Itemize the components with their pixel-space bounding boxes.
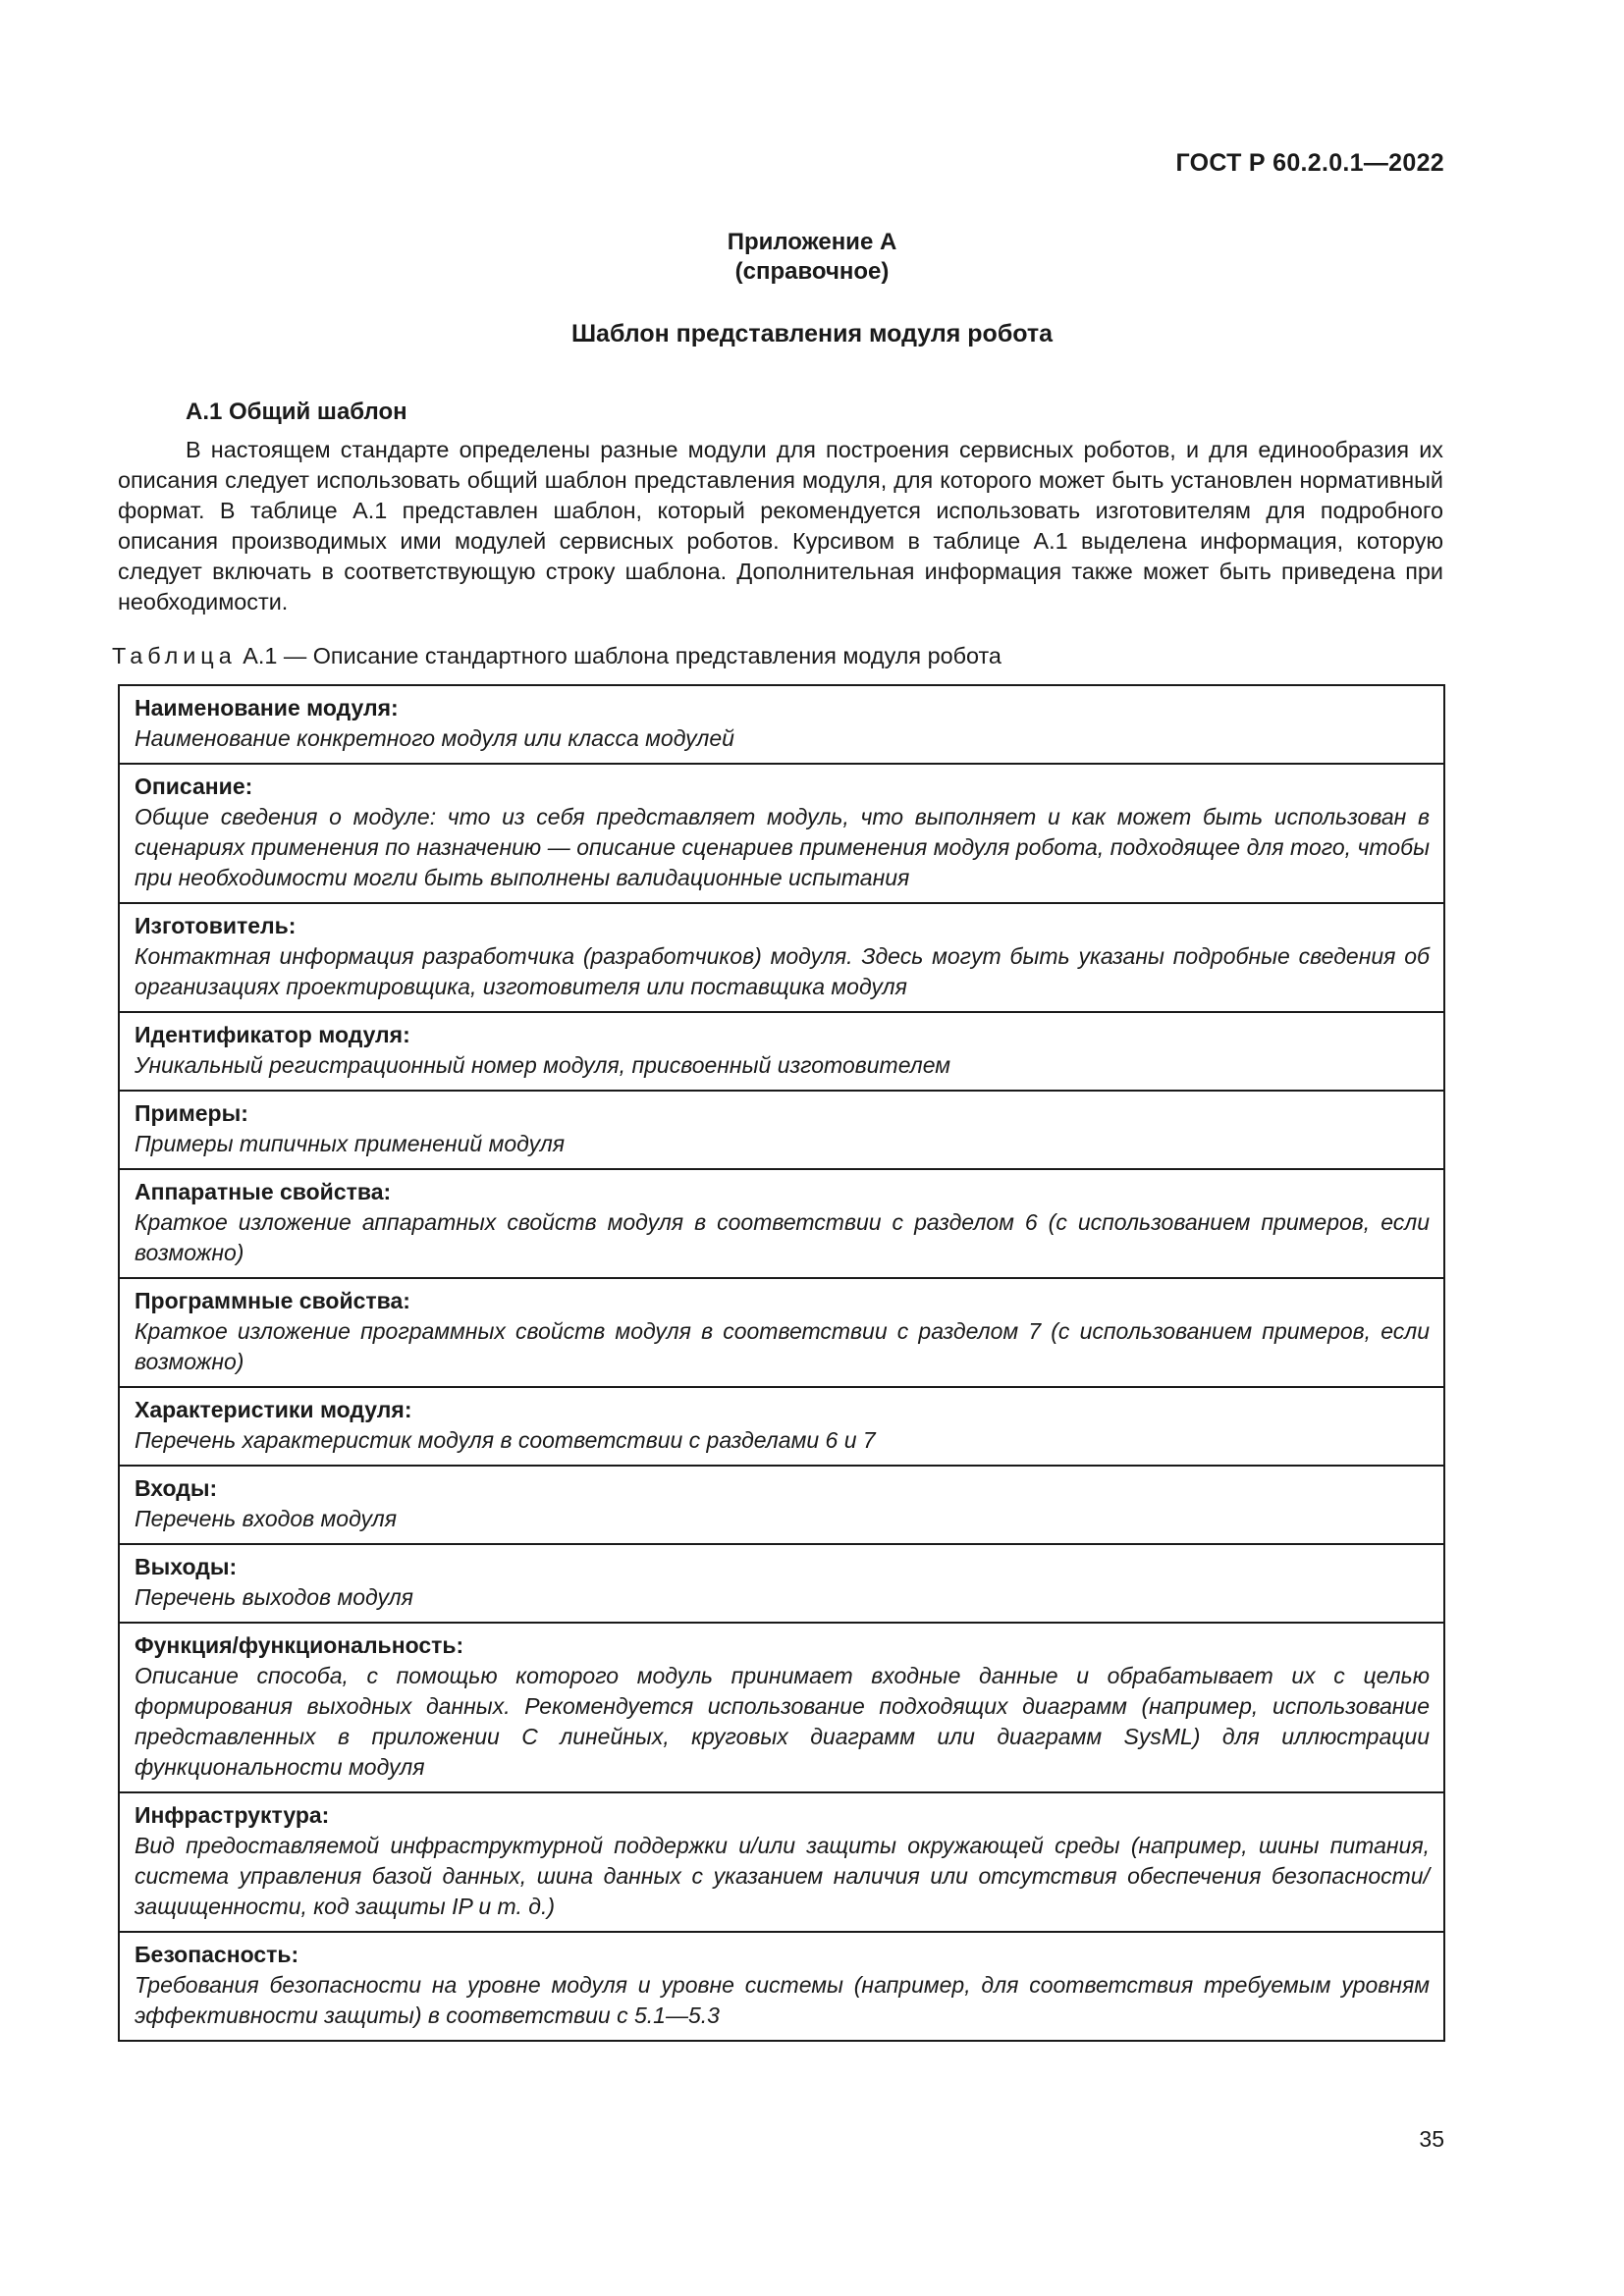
table-row [119, 1932, 1444, 2041]
field-description: Контактная информация разработчика (разработчиков) модуля. Здесь могут быть указаны подробные сведения об организациях проектировщика, изготовителя или поставщика модуля [135, 943, 1430, 999]
field-description: Уникальный регистрационный номер модуля, присвоенный изготовителем [135, 1052, 950, 1078]
table-cell [119, 1091, 1444, 1169]
table-row [119, 1387, 1444, 1466]
field-label: Изготовитель: [135, 913, 297, 938]
section-heading: А.1 Общий шаблон [186, 399, 407, 425]
field-description: Требования безопасности на уровне модуля и уровне системы (например, для соответствия требуемым уровням эффективности защиты) в соответствии с 5.1—5.3 [135, 1972, 1430, 2028]
table-body [119, 685, 1444, 2041]
table-row [119, 764, 1444, 903]
field-label: Программные свойства: [135, 1288, 410, 1313]
field-description: Перечень входов модуля [135, 1506, 398, 1531]
table-cell [119, 1932, 1444, 2041]
module-template-table [118, 684, 1445, 2042]
field-description: Перечень выходов модуля [135, 1584, 413, 1610]
table-cell [119, 1792, 1444, 1932]
field-label: Характеристики модуля: [135, 1397, 412, 1422]
table-row [119, 1623, 1444, 1792]
field-description: Описание способа, с помощью которого модуль принимает входные данные и обрабатывает их с целью формирования выходных данных. Рекомендуется использование подходящих диаграмм (например, использование представленных в приложении С линейных, круговых диаграмм или диаграмм SysML) для иллюстрации функциональности модуля [135, 1663, 1430, 1780]
table-cell [119, 764, 1444, 903]
field-description: Наименование конкретного модуля или класса модулей [135, 725, 734, 751]
page-heading: Шаблон представления модуля робота [570, 320, 1054, 347]
table-caption-prefix: Таблица [112, 643, 237, 668]
table-cell [119, 1466, 1444, 1544]
field-description: Перечень характеристик модуля в соответствии с разделами 6 и 7 [135, 1427, 876, 1453]
table-cell [119, 1278, 1444, 1387]
field-label: Наименование модуля: [135, 695, 399, 721]
table-row [119, 1091, 1444, 1169]
field-description: Краткое изложение программных свойств модуля в соответствии с разделом 7 (с использованием примеров, если возможно) [135, 1318, 1430, 1374]
table-cell [119, 903, 1444, 1012]
field-label: Входы: [135, 1475, 218, 1501]
field-label: Аппаратные свойства: [135, 1179, 392, 1204]
table-cell [119, 1544, 1444, 1623]
table-row [119, 1792, 1444, 1932]
field-label: Безопасность: [135, 1942, 299, 1967]
field-label: Описание: [135, 774, 253, 799]
table-cell [119, 1623, 1444, 1792]
field-label: Идентификатор модуля: [135, 1022, 410, 1047]
table-row [119, 1169, 1444, 1278]
annex-status: (справочное) [734, 258, 890, 285]
document-code: ГОСТ Р 60.2.0.1—2022 [1175, 149, 1444, 177]
table-cell [119, 685, 1444, 764]
table-row [119, 1012, 1444, 1091]
table-row [119, 903, 1444, 1012]
field-description: Краткое изложение аппаратных свойств модуля в соответствии с разделом 6 (с использованием примеров, если возможно) [135, 1209, 1430, 1265]
table-row [119, 1466, 1444, 1544]
table-caption-text: А.1 — Описание стандартного шаблона представления модуля робота [243, 643, 1001, 668]
intro-paragraph: В настоящем стандарте определены разные модули для построения сервисных роботов, и для единообразия их описания следует использовать общий шаблон представления модуля, для которого может быть установлен нормативный формат. В таблице А.1 представлен шаблон, который рекомендуется использовать изготовителям для подробного описания производимых ими модулей сервисных роботов. Курсивом в таблице А.1 выделена информация, которую следует включать в соответствующую строку шаблона. Дополнительная информация также может быть приведена при необходимости. [118, 437, 1443, 614]
table-row [119, 685, 1444, 764]
table-caption [112, 643, 1001, 669]
table-row [119, 1278, 1444, 1387]
field-label: Функция/функциональность: [135, 1632, 464, 1658]
table-cell [119, 1387, 1444, 1466]
table-cell [119, 1012, 1444, 1091]
field-label: Выходы: [135, 1554, 238, 1579]
field-description: Общие сведения о модуле: что из себя представляет модуль, что выполняет и как может быть использован в сценариях применения по назначению — описание сценариев применения модуля робота, подходящее для того, чтобы при необходимости могли быть выполнены валидационные испытания [135, 804, 1430, 890]
annex-title-block [0, 228, 1624, 287]
table-cell [119, 1169, 1444, 1278]
field-description: Примеры типичных применений модуля [135, 1131, 566, 1156]
field-description: Вид предоставляемой инфраструктурной поддержки и/или защиты окружающей среды (например, шины питания, система управления базой данных, шина данных с указанием наличия или отсутствия обеспечения безопасности/защищенности, код защиты IP и т. д.) [135, 1833, 1430, 1919]
page-number: 35 [1419, 2126, 1444, 2152]
table-row [119, 1544, 1444, 1623]
annex-title: Приложение А [727, 229, 897, 255]
field-label: Инфраструктура: [135, 1802, 330, 1828]
field-label: Примеры: [135, 1100, 248, 1126]
